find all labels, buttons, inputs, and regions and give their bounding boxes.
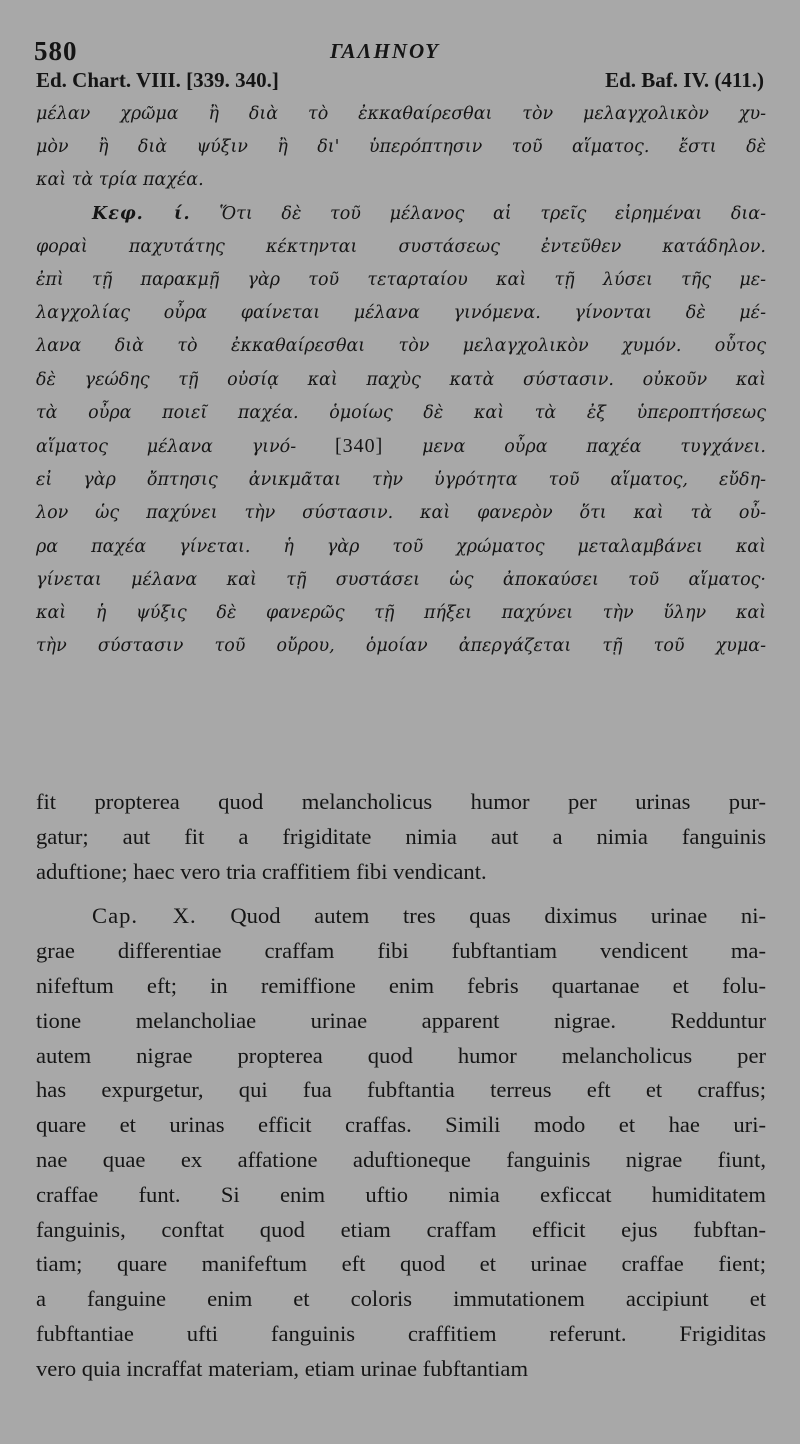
latin-line: aduftione; haec vero tria craffitiem fibi vendicant. <box>36 858 487 884</box>
latin-text <box>36 785 766 1387</box>
latin-line: grae differentiae craffam fibi fubftantiam vendicent ma- <box>36 938 766 964</box>
greek-line: εἰ γὰρ ὄπτησις ἀνικμᾶται τὴν ὑγρότητα τοῦ αἵματος, εὔδη- <box>36 470 766 491</box>
greek-line: δὲ γεώδης τῇ οὐσίᾳ καὶ παχὺς κατὰ σύστασιν. οὐκοῦν καὶ <box>36 369 766 390</box>
greek-chapter-label: Κεφ. ί. <box>92 203 191 224</box>
latin-line: vero quia incraffat materiam, etiam urinae fubftantiam <box>36 1355 529 1381</box>
greek-line: καὶ τὰ τρία παχέα. <box>36 170 204 191</box>
latin-line: quare et urinas efficit craffas. Simili modo et hae uri- <box>36 1112 766 1138</box>
latin-chapter-label: Cap. X. <box>92 903 197 929</box>
greek-line-with-page-ref <box>36 430 766 464</box>
latin-line: nae quae ex affatione aduftioneque fanguinis nigrae fiunt, <box>36 1146 766 1172</box>
latin-line: fubftantiae ufti fanguinis craffitiem referunt. Frigiditas <box>36 1320 766 1346</box>
page-header <box>34 36 774 66</box>
greek-line-part: αἵματος μέλανα γινό- <box>36 437 297 458</box>
greek-line: μέλαν χρῶμα ἢ διὰ τὸ ἐκκαθαίρεσθαι τὸν μελαγχολικὸν χυ- <box>36 104 766 124</box>
greek-line: λαγχολίας οὖρα φαίνεται μέλανα γινόμενα. γίνονται δὲ μέ- <box>36 303 766 324</box>
greek-chapter-opening <box>36 198 766 231</box>
edition-basel-reference: Ed. Baf. IV. (411.) <box>605 68 764 92</box>
latin-line: fit propterea quod melancholicus humor per urinas pur- <box>36 789 766 814</box>
greek-line: ρα παχέα γίνεται. ἡ γὰρ τοῦ χρώματος μεταλαμβάνει καὶ <box>36 536 766 557</box>
greek-line: μὸν ἢ διὰ ψύξιν ἢ δι' ὑπερόπτησιν τοῦ αἵματος. ἔστι δὲ <box>36 137 766 158</box>
greek-line: λανα διὰ τὸ ἐκκαθαίρεσθαι τὸν μελαγχολικὸν χυμόν. οὗτος <box>36 336 766 357</box>
page-reference: [340] <box>334 435 384 458</box>
latin-line: fanguinis, conftat quod etiam craffam efficit ejus fubftan- <box>36 1216 766 1242</box>
page-number: 580 <box>34 36 78 66</box>
latin-line: autem nigrae propterea quod humor melancholicus per <box>36 1042 766 1068</box>
edition-references <box>36 68 764 94</box>
running-title: ΓΑΛΗΝΟΥ <box>330 39 440 63</box>
greek-line: καὶ ἡ ψύξις δὲ φανερῶς τῇ πήξει παχύνει τὴν ὕλην καὶ <box>36 603 766 624</box>
latin-line: a fanguine enim et coloris immutationem accipiunt et <box>36 1286 766 1312</box>
greek-text <box>36 98 766 663</box>
greek-line: γίνεται μέλανα καὶ τῇ συστάσει ὡς ἀποκαύσει τοῦ αἵματος· <box>36 569 766 590</box>
latin-line: Quod autem tres quas diximus urinae ni- <box>230 903 766 929</box>
greek-line: τὴν σύστασιν τοῦ οὔρου, ὁμοίαν ἀπεργάζεται τῇ τοῦ χυμα- <box>36 636 766 657</box>
greek-line-part: μενα οὖρα παχέα τυγχάνει. <box>422 437 766 458</box>
latin-line: has expurgetur, qui fua fubftantia terreus eft et craffus; <box>36 1077 766 1103</box>
greek-line: φοραὶ παχυτάτης κέκτηνται συστάσεως ἐντεῦθεν κατάδηλον. <box>36 236 766 257</box>
latin-line: tiam; quare manifeftum eft quod et urinae craffae fient; <box>36 1251 766 1277</box>
greek-line: τὰ οὖρα ποιεῖ παχέα. ὁμοίως δὲ καὶ τὰ ἐξ ὑπεροπτήσεως <box>36 402 766 423</box>
edition-chart-reference: Ed. Chart. VIII. [339. 340.] <box>36 68 279 92</box>
greek-line: Ὅτι δὲ τοῦ μέλανος αἱ τρεῖς εἰρημέναι δια- <box>219 203 766 224</box>
latin-line: nifeftum eft; in remiffione enim febris quartanae et folu- <box>36 972 766 998</box>
latin-line: tione melancholiae urinae apparent nigrae. Redduntur <box>36 1007 766 1033</box>
latin-line: craffae funt. Si enim uftio nimia exficcat humiditatem <box>36 1181 766 1207</box>
latin-chapter-opening <box>36 899 766 934</box>
latin-line: gatur; aut fit a frigiditate nimia aut a nimia fanguinis <box>36 823 766 849</box>
greek-line: λον ὡς παχύνει τὴν σύστασιν. καὶ φανερὸν ὅτι καὶ τὰ οὖ- <box>36 503 766 524</box>
greek-line: ἐπὶ τῇ παρακμῇ γὰρ τοῦ τεταρταίου καὶ τῇ λύσει τῆς με- <box>36 270 766 291</box>
